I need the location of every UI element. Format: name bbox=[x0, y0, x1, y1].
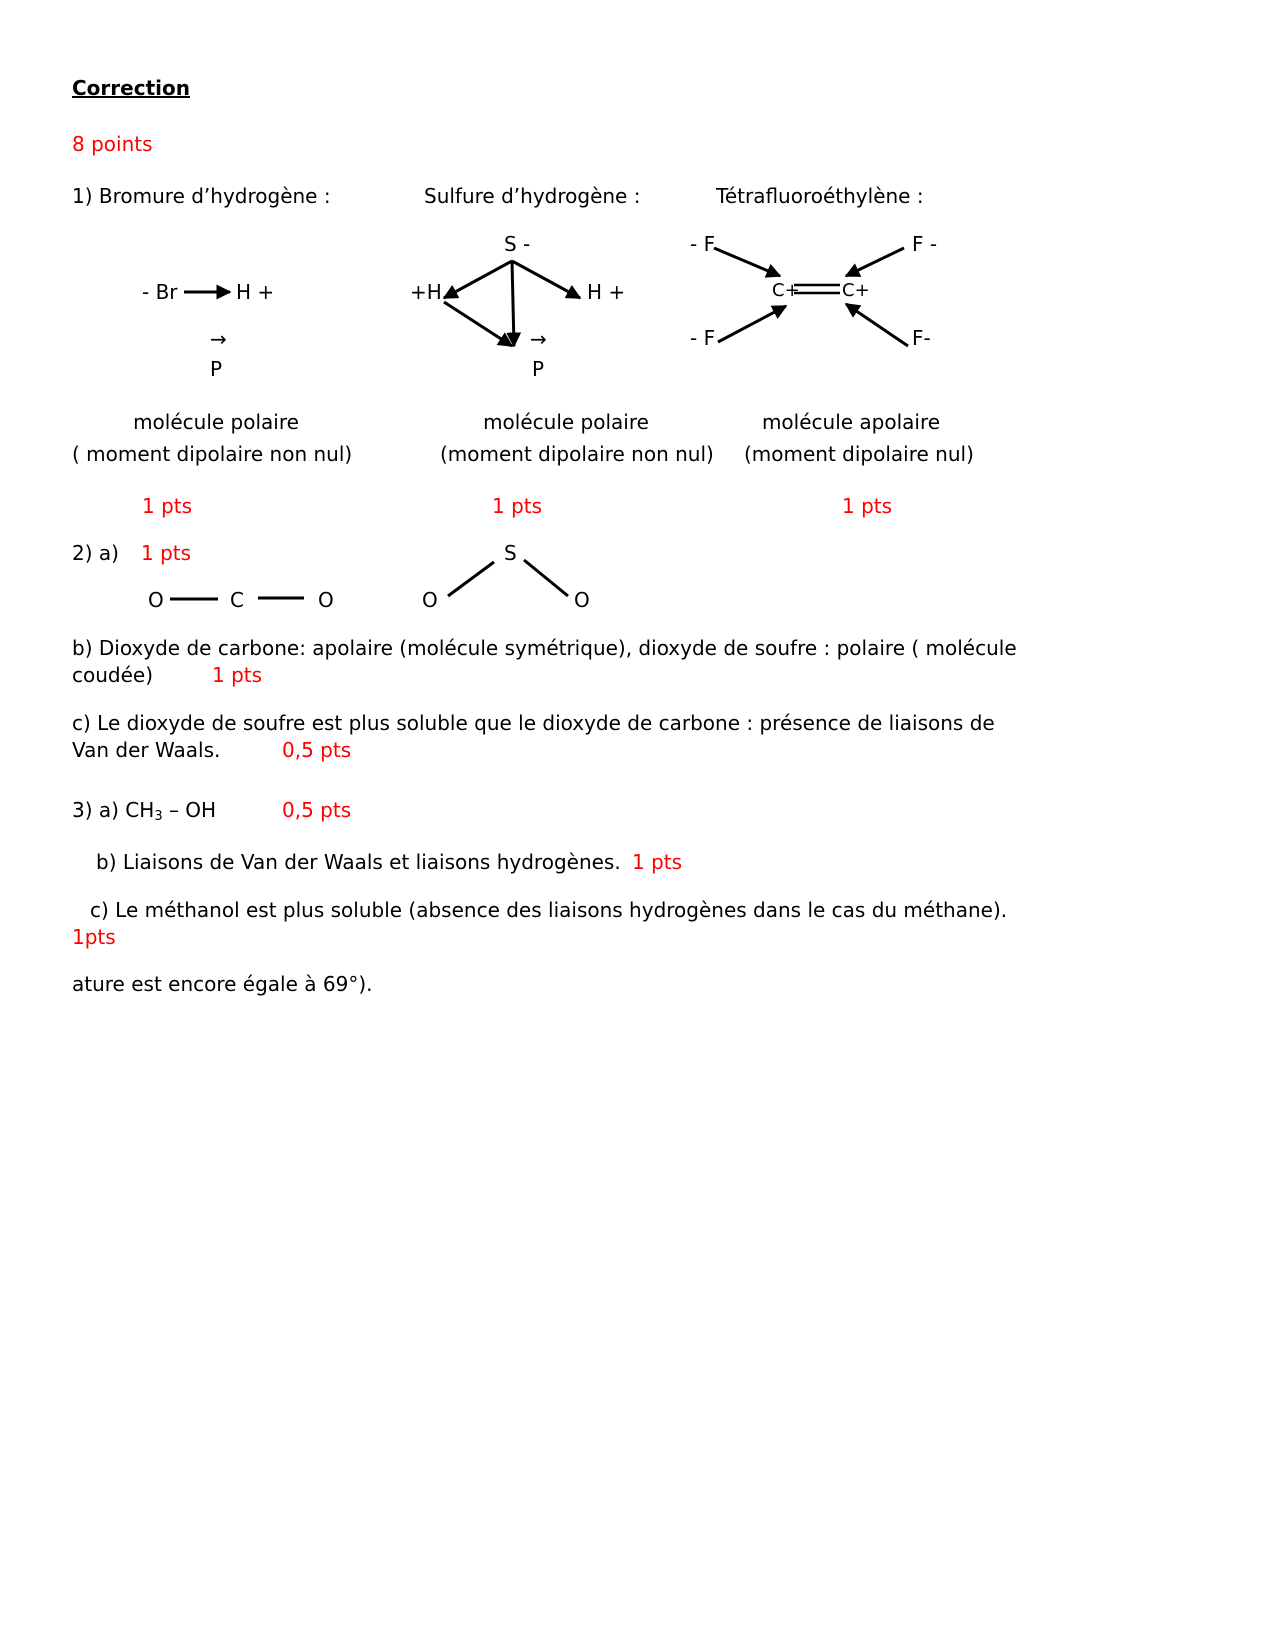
h2s-arrow-down bbox=[512, 261, 514, 346]
q3a-suffix: – OH bbox=[162, 798, 217, 822]
hbr-br-atom: - Br bbox=[142, 280, 178, 304]
q2c-line2: Van der Waals. bbox=[72, 738, 221, 762]
c2f4-arrow-bl bbox=[718, 306, 786, 342]
h2s-description: molécule polaire bbox=[483, 410, 649, 434]
q3c-text: c) Le méthanol est plus soluble (absence des liaisons hydrogènes dans le cas du méthane). bbox=[90, 898, 1008, 922]
c2f4-points: 1 pts bbox=[842, 494, 893, 518]
co2-o1-atom: O bbox=[148, 588, 164, 612]
q1-heading-c2f4: Tétrafluoroéthylène : bbox=[716, 184, 924, 208]
q2a-points: 1 pts bbox=[141, 541, 192, 565]
h2s-s-atom: S - bbox=[504, 232, 531, 256]
q3c-points: 1pts bbox=[72, 925, 116, 949]
c2f4-f-topleft: - F bbox=[690, 232, 716, 256]
q2b-points: 1 pts bbox=[212, 663, 263, 687]
q2c-points: 0,5 pts bbox=[282, 738, 352, 762]
c2f4-arrow-tr bbox=[846, 248, 904, 276]
c2f4-f-bottomleft: - F bbox=[690, 326, 716, 350]
c2f4-moment: (moment dipolaire nul) bbox=[744, 442, 974, 466]
c2f4-c1-atom: C+ bbox=[772, 280, 800, 301]
so2-s-atom: S bbox=[504, 541, 517, 565]
q1-heading-hbr: 1) Bromure d’hydrogène : bbox=[72, 184, 331, 208]
h2s-vector-arrow-icon: → bbox=[530, 327, 547, 351]
so2-o1-atom: O bbox=[422, 588, 438, 612]
c2f4-f-bottomright: F- bbox=[912, 326, 931, 350]
co2-c-atom: C bbox=[230, 588, 244, 612]
q2a-label: 2) a) bbox=[72, 541, 119, 565]
q3b-text: b) Liaisons de Van der Waals et liaisons hydrogènes. bbox=[96, 850, 621, 874]
hbr-points: 1 pts bbox=[142, 494, 193, 518]
q3a-subscript: 3 bbox=[154, 809, 163, 824]
q3a-points: 0,5 pts bbox=[282, 798, 352, 822]
c2f4-arrow-tl bbox=[714, 248, 780, 276]
h2s-arrow-diag bbox=[444, 302, 512, 346]
hbr-p-label: P bbox=[210, 357, 223, 381]
c2f4-arrow-br bbox=[846, 304, 908, 346]
q1-heading-h2s: Sulfure d’hydrogène : bbox=[424, 184, 641, 208]
c2f4-f-topright: F - bbox=[912, 232, 938, 256]
h2s-moment: (moment dipolaire non nul) bbox=[440, 442, 714, 466]
hbr-description: molécule polaire bbox=[133, 410, 299, 434]
q2b-line2: coudée) bbox=[72, 663, 154, 687]
h2s-points: 1 pts bbox=[492, 494, 543, 518]
h2s-h-right-atom: H + bbox=[587, 280, 626, 304]
so2-bond-left bbox=[448, 562, 494, 596]
q3b-points: 1 pts bbox=[632, 850, 683, 874]
hbr-moment: ( moment dipolaire non nul) bbox=[72, 442, 353, 466]
q3a-prefix: 3) a) CH bbox=[72, 798, 155, 822]
footer-fragment: ature est encore égale à 69°). bbox=[72, 972, 373, 996]
hbr-h-atom: H + bbox=[236, 280, 275, 304]
h2s-h-left-atom: +H bbox=[410, 280, 442, 304]
total-points: 8 points bbox=[72, 132, 153, 156]
hbr-vector-arrow-icon: → bbox=[210, 327, 227, 351]
h2s-arrow-right bbox=[512, 261, 580, 298]
q2c-line1: c) Le dioxyde de soufre est plus soluble que le dioxyde de carbone : présence de liaisons de bbox=[72, 711, 995, 735]
c2f4-c2-atom: C+ bbox=[842, 280, 870, 301]
h2s-p-label: P bbox=[532, 357, 545, 381]
co2-o2-atom: O bbox=[318, 588, 334, 612]
q3a-formula bbox=[72, 798, 216, 829]
h2s-arrow-left bbox=[444, 261, 512, 298]
page-title: Correction bbox=[72, 76, 190, 100]
c2f4-description: molécule apolaire bbox=[761, 410, 941, 434]
q2b-line1: b) Dioxyde de carbone: apolaire (molécule symétrique), dioxyde de soufre : polaire ( molécule bbox=[72, 636, 1017, 660]
so2-bond-right bbox=[524, 560, 568, 596]
so2-o2-atom: O bbox=[574, 588, 590, 612]
